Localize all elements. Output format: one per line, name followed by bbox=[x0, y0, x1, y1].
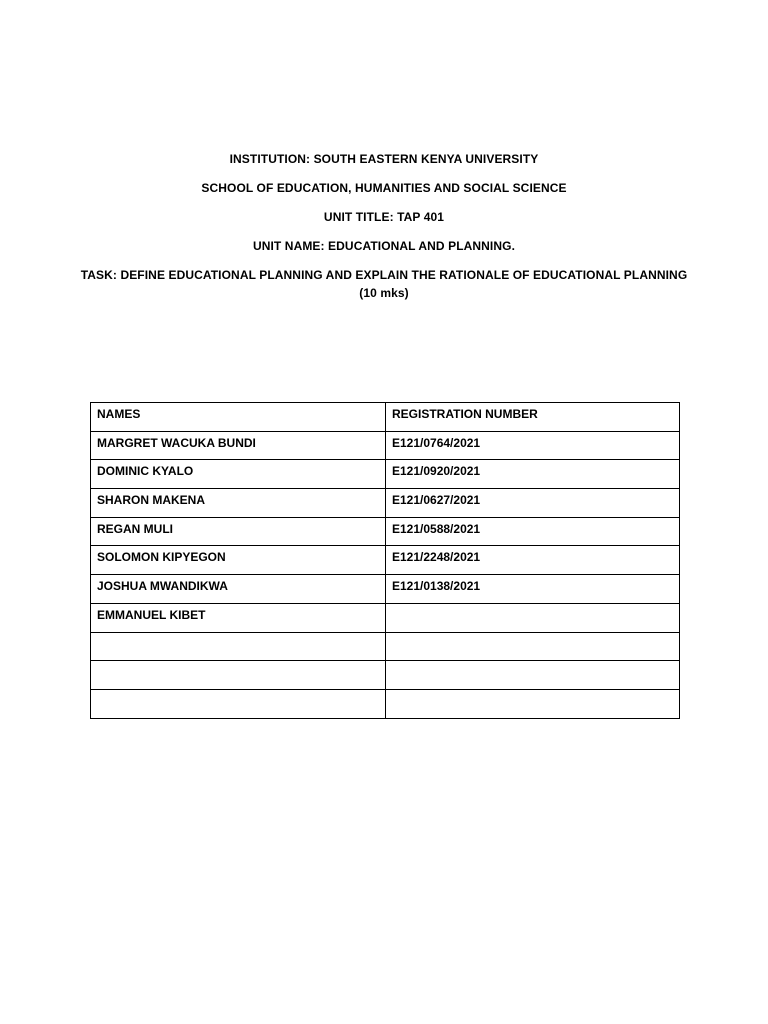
table-row bbox=[91, 632, 680, 661]
table-row bbox=[91, 575, 680, 604]
school-line: SCHOOL OF EDUCATION, HUMANITIES AND SOCIAL SCIENCE bbox=[201, 181, 567, 195]
registration-cell bbox=[386, 632, 680, 661]
name-cell: REGAN MULI bbox=[91, 517, 386, 546]
name-cell: MARGRET WACUKA BUNDI bbox=[91, 431, 386, 460]
name-cell: SOLOMON KIPYEGON bbox=[91, 546, 386, 575]
registration-cell: E121/0588/2021 bbox=[386, 517, 680, 546]
column-header-names: NAMES bbox=[91, 403, 386, 432]
name-cell bbox=[91, 632, 386, 661]
institution-line: INSTITUTION: SOUTH EASTERN KENYA UNIVERSITY bbox=[229, 152, 539, 166]
registration-cell: E121/0764/2021 bbox=[386, 431, 680, 460]
registration-cell bbox=[386, 661, 680, 690]
table-header-row bbox=[91, 403, 680, 432]
table-row bbox=[91, 460, 680, 489]
table-row bbox=[91, 517, 680, 546]
registration-cell bbox=[386, 689, 680, 718]
registration-cell: E121/0920/2021 bbox=[386, 460, 680, 489]
names-table bbox=[90, 402, 680, 719]
name-cell: EMMANUEL KIBET bbox=[91, 603, 386, 632]
name-cell bbox=[91, 661, 386, 690]
registration-cell: E121/0138/2021 bbox=[386, 575, 680, 604]
table-row bbox=[91, 689, 680, 718]
table-row bbox=[91, 431, 680, 460]
registration-cell: E121/2248/2021 bbox=[386, 546, 680, 575]
column-header-registration: REGISTRATION NUMBER bbox=[386, 403, 680, 432]
task-line: TASK: DEFINE EDUCATIONAL PLANNING AND EXPLAIN THE RATIONALE OF EDUCATIONAL PLANNING bbox=[80, 268, 688, 282]
registration-cell bbox=[386, 603, 680, 632]
name-cell: DOMINIC KYALO bbox=[91, 460, 386, 489]
registration-cell: E121/0627/2021 bbox=[386, 489, 680, 518]
table-row bbox=[91, 661, 680, 690]
table-row bbox=[91, 546, 680, 575]
name-cell: SHARON MAKENA bbox=[91, 489, 386, 518]
unit-title-line: UNIT TITLE: TAP 401 bbox=[323, 210, 445, 224]
marks-line: (10 mks) bbox=[359, 286, 409, 300]
table-row bbox=[91, 489, 680, 518]
name-cell: JOSHUA MWANDIKWA bbox=[91, 575, 386, 604]
table-row bbox=[91, 603, 680, 632]
document-header bbox=[0, 150, 768, 302]
name-cell bbox=[91, 689, 386, 718]
unit-name-line: UNIT NAME: EDUCATIONAL AND PLANNING. bbox=[252, 239, 516, 253]
